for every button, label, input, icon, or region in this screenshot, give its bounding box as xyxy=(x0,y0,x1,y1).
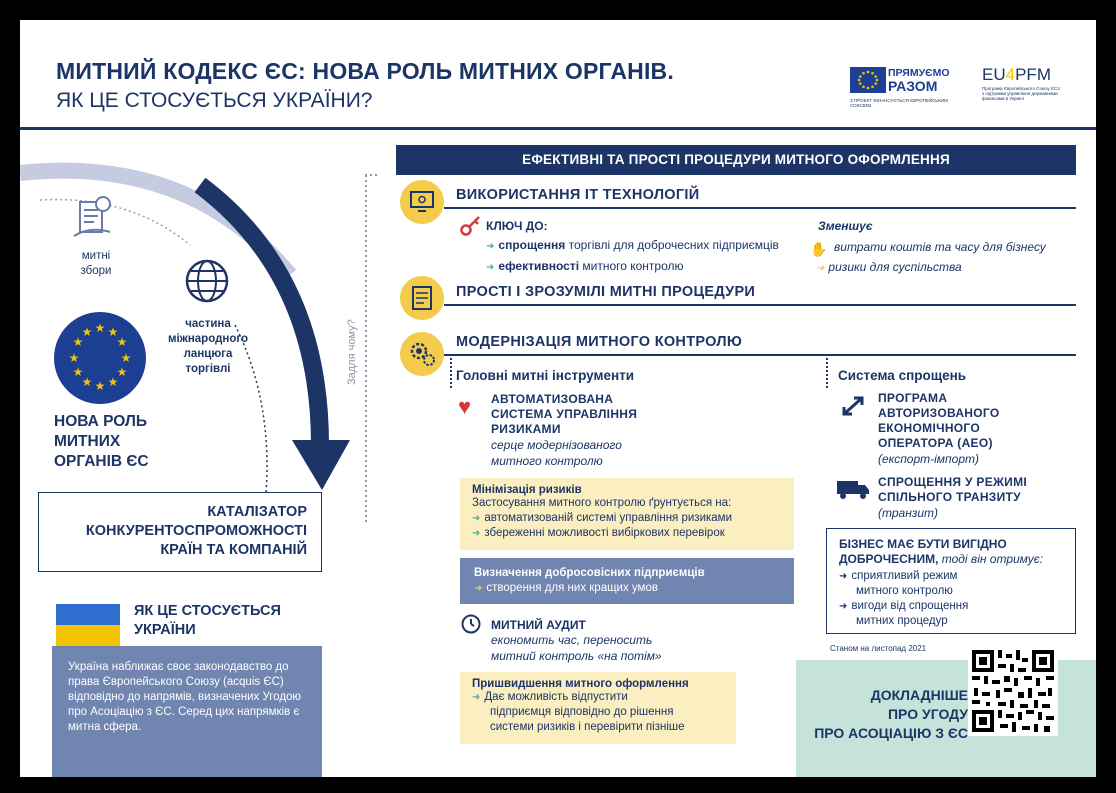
aeo-line2: АВТОРИЗОВАНОГО xyxy=(878,406,1000,420)
chain-line4: торгівлі xyxy=(185,363,231,375)
section-modernization-divider xyxy=(444,354,1076,356)
qr-code[interactable] xyxy=(968,646,1058,736)
risk-min-item1 xyxy=(472,511,782,526)
fair-item xyxy=(474,581,780,596)
transit-subtitle: (транзит) xyxy=(878,506,939,520)
procedures-icon xyxy=(400,276,444,320)
transit-line2: СПІЛЬНОГО ТРАНЗИТУ xyxy=(878,490,1021,504)
audit-subtitle xyxy=(491,632,662,664)
chain-line1: частина xyxy=(185,318,231,330)
simplification-dotted-marker xyxy=(826,358,830,388)
reduce-label: Зменшує xyxy=(818,219,873,233)
risk-sub-line1: серце модернізованого xyxy=(491,438,622,452)
green-arrow-icon: ➜ xyxy=(472,513,481,524)
risk-system-subtitle xyxy=(491,437,622,469)
tools-dotted-marker xyxy=(450,358,454,388)
new-role-heading xyxy=(54,412,149,472)
fair-entrepreneurs-box xyxy=(460,558,794,604)
risk-line2: СИСТЕМА УПРАВЛІННЯ xyxy=(491,407,638,421)
transit-title xyxy=(878,475,1027,505)
date-note: Станом на листопад 2021 xyxy=(830,644,927,653)
yellow-arrow-icon: ➜ xyxy=(474,583,483,594)
biz-item2-l2: митних процедур xyxy=(856,615,948,627)
svg-text:★: ★ xyxy=(120,351,132,365)
key2-bold: ефективності xyxy=(498,259,580,273)
green-arrow-icon: ➜ xyxy=(486,241,495,252)
svg-text:★: ★ xyxy=(107,325,119,339)
chain-line2: міжнародного xyxy=(167,333,249,345)
aeo-line4: ОПЕРАТОРА (АЕО) xyxy=(878,436,993,450)
key-label: КЛЮЧ ДО: xyxy=(486,219,548,233)
fair-title: Визначення добросовісних підприємців xyxy=(474,567,705,579)
logo-word-2: РАЗОМ xyxy=(888,78,938,94)
speedup-line3: системи ризиків і перевірити пізніше xyxy=(490,721,685,733)
logo-word-1: ПРЯМУЄМО xyxy=(888,67,950,79)
tools-heading: Головні митні інструменти xyxy=(456,368,635,383)
svg-text:★: ★ xyxy=(81,375,93,389)
risk-line1: АВТОМАТИЗОВАНА xyxy=(491,392,614,406)
biz-line2-bold: ДОБРОЧЕСНИМ, xyxy=(839,552,939,566)
more-line1: ДОКЛАДНІШЕ xyxy=(870,687,968,703)
eu-flag-icon xyxy=(850,67,886,93)
svg-text:★: ★ xyxy=(107,375,119,389)
svg-text:★: ★ xyxy=(94,379,106,393)
risk-sub-line2: митного контролю xyxy=(491,454,603,468)
new-role-line2: МИТНИХ xyxy=(54,433,121,450)
green-arrow-icon: ➜ xyxy=(472,528,481,539)
fair-item-text: створення для них кращих умов xyxy=(486,582,658,594)
truck-icon xyxy=(836,478,870,500)
transit-line1: СПРОЩЕННЯ У РЕЖИМІ xyxy=(878,475,1028,489)
page-subtitle: ЯК ЦЕ СТОСУЄТЬСЯ УКРАЇНИ? xyxy=(56,89,373,112)
simplification-heading: Система спрощень xyxy=(838,368,967,383)
why-label: Задля чому? xyxy=(346,319,358,385)
diagonal-arrows-icon xyxy=(838,394,868,420)
risk-minimization-box xyxy=(460,478,794,550)
risk-min-item2 xyxy=(472,526,782,541)
infographic-page xyxy=(20,20,1096,777)
key1-rest: торгівлі для доброчесних підприємців xyxy=(565,238,779,252)
catalyst-line3: КРАЇН ТА КОМПАНІЙ xyxy=(160,542,307,558)
svg-text:★: ★ xyxy=(81,325,93,339)
biz-item2-l1: вигоди від спрощення xyxy=(851,600,969,612)
risk-min-title: Мінімізація ризиків xyxy=(472,484,582,496)
key-icon xyxy=(460,214,482,236)
more-info-link[interactable] xyxy=(796,686,968,743)
heart-icon: ♥ xyxy=(458,394,472,419)
section-modernization-title: МОДЕРНІЗАЦІЯ МИТНОГО КОНТРОЛЮ xyxy=(456,334,743,350)
ukraine-heading-line1: ЯК ЦЕ СТОСУЄТЬСЯ xyxy=(134,603,281,619)
catalyst-box xyxy=(38,492,322,572)
speedup-box xyxy=(460,672,736,744)
speedup-line2: підприємця відповідно до рішення xyxy=(490,706,674,718)
key2-rest: митного контролю xyxy=(579,259,684,273)
new-role-line3: ОРГАНІВ ЄС xyxy=(54,453,149,470)
key-item-efficiency xyxy=(486,259,684,273)
risk-line3: РИЗИКАМИ xyxy=(491,422,561,436)
ukraine-heading xyxy=(134,602,281,640)
svg-text:★: ★ xyxy=(68,351,80,365)
biz-item2 xyxy=(839,599,1063,629)
biz-line2-rest: тоді він отримує: xyxy=(938,552,1044,566)
ukraine-flag-icon xyxy=(56,604,120,646)
section-procedures-title: ПРОСТІ І ЗРОЗУМІЛІ МИТНІ ПРОЦЕДУРИ xyxy=(456,284,756,300)
aeo-line1: ПРОГРАМА xyxy=(878,391,948,405)
eu4pfm-logo xyxy=(982,65,1051,85)
ukraine-text-box: Україна наближає своє законодавство до права Європейського Союзу (acquis ЄС) відповідно до напрямів, визначених Угодою про Асоціацію з ЄС. Серед цих напрямків є митна сфера. xyxy=(52,646,322,777)
globe-icon xyxy=(184,258,230,304)
speedup-line1 xyxy=(472,690,724,705)
procedures-banner: ЕФЕКТИВНІ ТА ПРОСТІ ПРОЦЕДУРИ МИТНОГО ОФОРМЛЕННЯ xyxy=(396,145,1076,175)
chain-line3: ланцюга xyxy=(183,348,233,360)
stopwatch-icon xyxy=(460,612,482,634)
svg-text:★: ★ xyxy=(116,365,128,379)
reduce-risks xyxy=(816,260,962,274)
header-divider xyxy=(20,127,1096,130)
biz-item1-l2: митного контролю xyxy=(856,585,953,597)
key-item-simplification xyxy=(486,238,779,252)
catalyst-line1: КАТАЛІЗАТОР xyxy=(207,504,307,520)
catalyst-line2: КОНКУРЕНТОСПРОМОЖНОСТІ xyxy=(85,523,307,539)
eu-stars-icon xyxy=(54,312,146,404)
biz-item1 xyxy=(839,569,1063,599)
section-it-divider xyxy=(444,207,1076,209)
risk-min-item2-text: збереженні можливості вибіркових перевірок xyxy=(484,527,725,539)
audit-title: МИТНИЙ АУДИТ xyxy=(491,618,586,632)
eu4pfm-4: 4 xyxy=(1005,65,1016,84)
reduce-costs: витрати коштів та часу для бізнесу xyxy=(834,240,1046,254)
aeo-subtitle: (експорт-імпорт) xyxy=(878,452,979,466)
reduce-risks-text: ризики для суспільства xyxy=(828,260,962,274)
speedup-title: Пришвидшення митного оформлення xyxy=(472,678,689,690)
biz-item1-l1: сприятливий режим xyxy=(851,570,958,582)
audit-sub-line2: митний контроль «на потім» xyxy=(491,649,662,663)
speedup-line1-text: Дає можливість відпустити xyxy=(484,691,628,703)
risk-system-title xyxy=(491,392,637,437)
green-arrow-icon: ➜ xyxy=(472,692,481,703)
fees-label-line2: збори xyxy=(80,265,112,277)
new-role-line1: НОВА РОЛЬ xyxy=(54,413,147,430)
risk-min-item1-text: автоматизованій системі управління ризиками xyxy=(484,512,732,524)
hand-icon: ✋ xyxy=(810,241,828,257)
gears-icon xyxy=(400,332,444,376)
biz-line2 xyxy=(839,552,1063,567)
customs-fees-icon xyxy=(70,192,118,242)
eu4pfm-pfm: PFM xyxy=(1015,65,1051,84)
biz-line1: БІЗНЕС МАЄ БУТИ ВИГІДНО xyxy=(839,537,1007,551)
ukraine-heading-line2: УКРАЇНИ xyxy=(134,622,196,638)
svg-text:★: ★ xyxy=(72,335,84,349)
yellow-arrow-icon: ➜ xyxy=(816,263,825,274)
logo-subtitle: З ПРОЕКТ ФІНАНСУЄТЬСЯ ЄВРОПЕЙСЬКИМ СОЮЗОМ xyxy=(850,98,948,108)
svg-text:★: ★ xyxy=(72,365,84,379)
more-line3: ПРО АСОЦІАЦІЮ З ЄС xyxy=(814,725,968,741)
fees-label-line1: митні xyxy=(81,250,111,262)
risk-min-text: Застосування митного контролю ґрунтується на: xyxy=(472,497,732,509)
section-it-title: ВИКОРИСТАННЯ ІТ ТЕХНОЛОГІЙ xyxy=(456,187,700,203)
page-title: МИТНИЙ КОДЕКС ЄС: НОВА РОЛЬ МИТНИХ ОРГАНІВ. xyxy=(56,58,674,84)
section-procedures-divider xyxy=(444,304,1076,306)
audit-sub-line1: економить час, переносить xyxy=(491,633,653,647)
fees-label xyxy=(76,249,116,279)
svg-text:★: ★ xyxy=(94,321,106,335)
it-technology-icon xyxy=(400,180,444,224)
eu4pfm-subtitle: Програма Європейського Союзу ЄС4 з підтримки управління державними фінансами в Україні xyxy=(982,86,1060,101)
navy-arrow-icon: ➜ xyxy=(839,601,848,612)
business-benefits-box xyxy=(826,528,1076,634)
eu4pfm-eu: EU xyxy=(982,65,1006,84)
navy-arrow-icon: ➜ xyxy=(839,571,848,582)
more-line2: ПРО УГОДУ xyxy=(887,706,968,722)
svg-text:★: ★ xyxy=(116,335,128,349)
trade-chain-label xyxy=(158,317,258,377)
key1-bold: спрощення xyxy=(498,238,566,252)
green-arrow-icon: ➜ xyxy=(486,262,495,273)
aeo-line3: ЕКОНОМІЧНОГО xyxy=(878,421,981,435)
aeo-title xyxy=(878,391,999,451)
pryamuyemo-razom-logo xyxy=(850,67,956,97)
